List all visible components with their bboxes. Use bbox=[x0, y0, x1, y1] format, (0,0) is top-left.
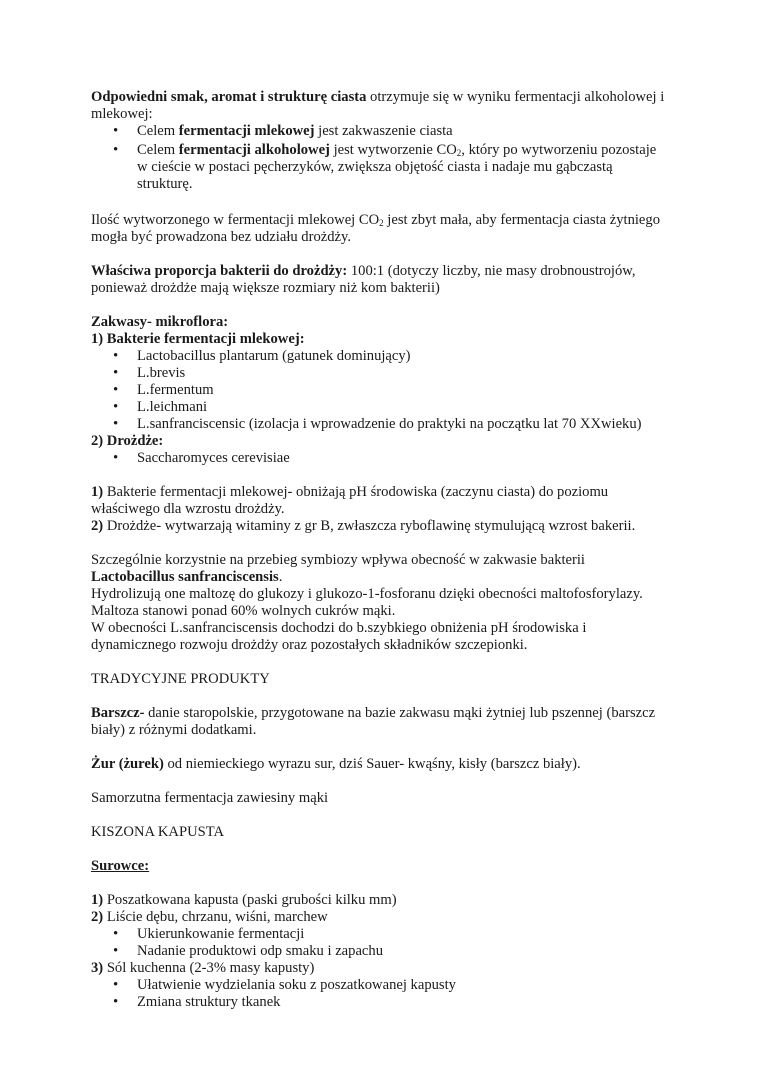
text: Poszatkowana kapusta (paski grubości kilku mm) bbox=[103, 892, 397, 908]
kapusta-heading: KISZONA KAPUSTA bbox=[91, 824, 225, 840]
microflora-section1 bbox=[91, 331, 670, 348]
text-bold: Żur (żurek) bbox=[91, 756, 164, 772]
microflora-title bbox=[91, 314, 670, 331]
text-bold: Barszcz- bbox=[91, 705, 145, 721]
symbiosis-line2: Hydrolizują one maltozę do glukozy i glukozo-1-fosforanu dzięki obecności maltofosforylazy. bbox=[91, 586, 643, 602]
symbiosis-line4: W obecności L.sanfranciscensis dochodzi do b.szybkiego obniżenia pH środowiska i dynamicznego rozwoju drożdży oraz pozostałych składników szczepionki. bbox=[91, 620, 587, 653]
intro-bold: Odpowiedni smak, aromat i strukturę ciasta bbox=[91, 89, 367, 105]
zur-paragraph bbox=[91, 756, 670, 773]
text-bold: Surowce: bbox=[91, 858, 150, 874]
subscript: 2 bbox=[379, 218, 384, 228]
list-item: • L.fermentum bbox=[91, 382, 670, 399]
number: 2) bbox=[91, 909, 104, 925]
text-bold: 1) Bakterie fermentacji mlekowej: bbox=[91, 331, 305, 347]
text: Liście dębu, chrzanu, wiśni, marchew bbox=[103, 909, 328, 925]
traditional-heading: TRADYCYJNE PRODUKTY bbox=[91, 671, 270, 687]
text: Celem bbox=[137, 142, 179, 158]
text: jest zakwaszenie ciasta bbox=[314, 123, 453, 139]
number: 1) bbox=[91, 484, 104, 500]
text: Ilość wytworzonego w fermentacji mlekowej CO bbox=[91, 212, 380, 228]
microflora-section2 bbox=[91, 433, 670, 450]
list-item: • L.leichmani bbox=[91, 399, 670, 416]
number: 1) bbox=[91, 892, 104, 908]
intro-text: otrzymuje się w wyniku fermentacji alkoholowej i mlekowej: bbox=[91, 89, 665, 122]
yeast-list bbox=[91, 450, 670, 467]
bacteria-list bbox=[91, 348, 670, 433]
list-item bbox=[91, 142, 670, 193]
list-item bbox=[91, 123, 670, 140]
text: Drożdże- wytwarzają witaminy z gr B, zwłaszcza ryboflawinę stymulującą wzrost bakerii. bbox=[103, 518, 636, 534]
text: Sól kuchenna (2-3% masy kapusty) bbox=[103, 960, 315, 976]
list-item: • Nadanie produktowi odp smaku i zapachu bbox=[91, 943, 670, 960]
text: Bakterie fermentacji mlekowej- obniżają pH środowiska (zaczynu ciasta) do poziomu właściwego dla wzrostu drożdży. bbox=[91, 484, 609, 517]
intro-paragraph bbox=[91, 89, 670, 123]
number: 2) bbox=[91, 518, 104, 534]
text: , który po wytworzeniu pozostaje w cieście w postaci pęcherzyków, zwiększa objętość ciasta i nadaje mu gąbczastą strukturę. bbox=[137, 142, 657, 192]
text-bold: Lactobacillus sanfranciscensis bbox=[91, 569, 279, 585]
barszcz-paragraph bbox=[91, 705, 670, 739]
subscript: 2 bbox=[456, 148, 462, 158]
list-item: • L.sanfranciscensic (izolacja i wprowadzenie do praktyki na początku lat 70 XXwieku) bbox=[91, 416, 670, 433]
text-bold: fermentacji alkoholowej bbox=[178, 142, 330, 158]
list-item: • Saccharomyces cerevisiae bbox=[91, 450, 670, 467]
symbiosis-paragraph bbox=[91, 552, 670, 586]
text: danie staropolskie, przygotowane na bazie zakwasu mąki żytniej lub pszennej (barszcz biały) z różnymi dodatkami. bbox=[91, 705, 656, 738]
role-1 bbox=[91, 484, 670, 518]
list-item: • Zmiana struktury tkanek bbox=[91, 994, 670, 1011]
text: . bbox=[278, 569, 283, 585]
text: jest zbyt mała, aby fermentacja ciasta żytniego mogła być prowadzona bez udziału drożdży. bbox=[91, 212, 661, 245]
text-bold: 2) Drożdże: bbox=[91, 433, 164, 449]
text-bold: Zakwasy- mikroflora: bbox=[91, 314, 229, 330]
text: Szczególnie korzystnie na przebieg symbiozy wpływa obecność w zakwasie bakterii bbox=[91, 552, 585, 568]
list-item: • L.brevis bbox=[91, 365, 670, 382]
symbiosis-line3: Maltoza stanowi ponad 60% wolnych cukrów mąki. bbox=[91, 603, 396, 619]
list-item: • Ukierunkowanie fermentacji bbox=[91, 926, 670, 943]
proportion-paragraph bbox=[91, 263, 670, 297]
role-2 bbox=[91, 518, 670, 535]
text: jest wytworzenie CO bbox=[329, 142, 457, 158]
text: Celem bbox=[137, 123, 179, 139]
text: 100:1 (dotyczy liczby, nie masy drobnoustrojów, ponieważ drożdże mają większe rozmiary niż kom bakterii) bbox=[91, 263, 636, 296]
list-item: • Lactobacillus plantarum (gatunek dominujący) bbox=[91, 348, 670, 365]
number: 3) bbox=[91, 960, 104, 976]
text-bold: fermentacji mlekowej bbox=[178, 123, 315, 139]
item2-bullets bbox=[91, 926, 670, 960]
item3-bullets bbox=[91, 977, 670, 1011]
intro-bullets bbox=[91, 123, 670, 193]
proportion-bold: Właściwa proporcja bakterii do drożdży: bbox=[91, 263, 348, 279]
list-item: • Ułatwienie wydzielania soku z poszatkowanej kapusty bbox=[91, 977, 670, 994]
spontaneous-paragraph: Samorzutna fermentacja zawiesiny mąki bbox=[91, 790, 329, 806]
raw-materials-heading bbox=[91, 858, 670, 875]
kapusta-item-1 bbox=[91, 892, 670, 909]
kapusta-item-3 bbox=[91, 960, 670, 977]
text: od niemieckiego wyrazu sur, dziś Sauer- kwąśny, kisły (barszcz biały). bbox=[163, 756, 581, 772]
kapusta-item-2 bbox=[91, 909, 670, 926]
co2-paragraph bbox=[91, 212, 670, 246]
